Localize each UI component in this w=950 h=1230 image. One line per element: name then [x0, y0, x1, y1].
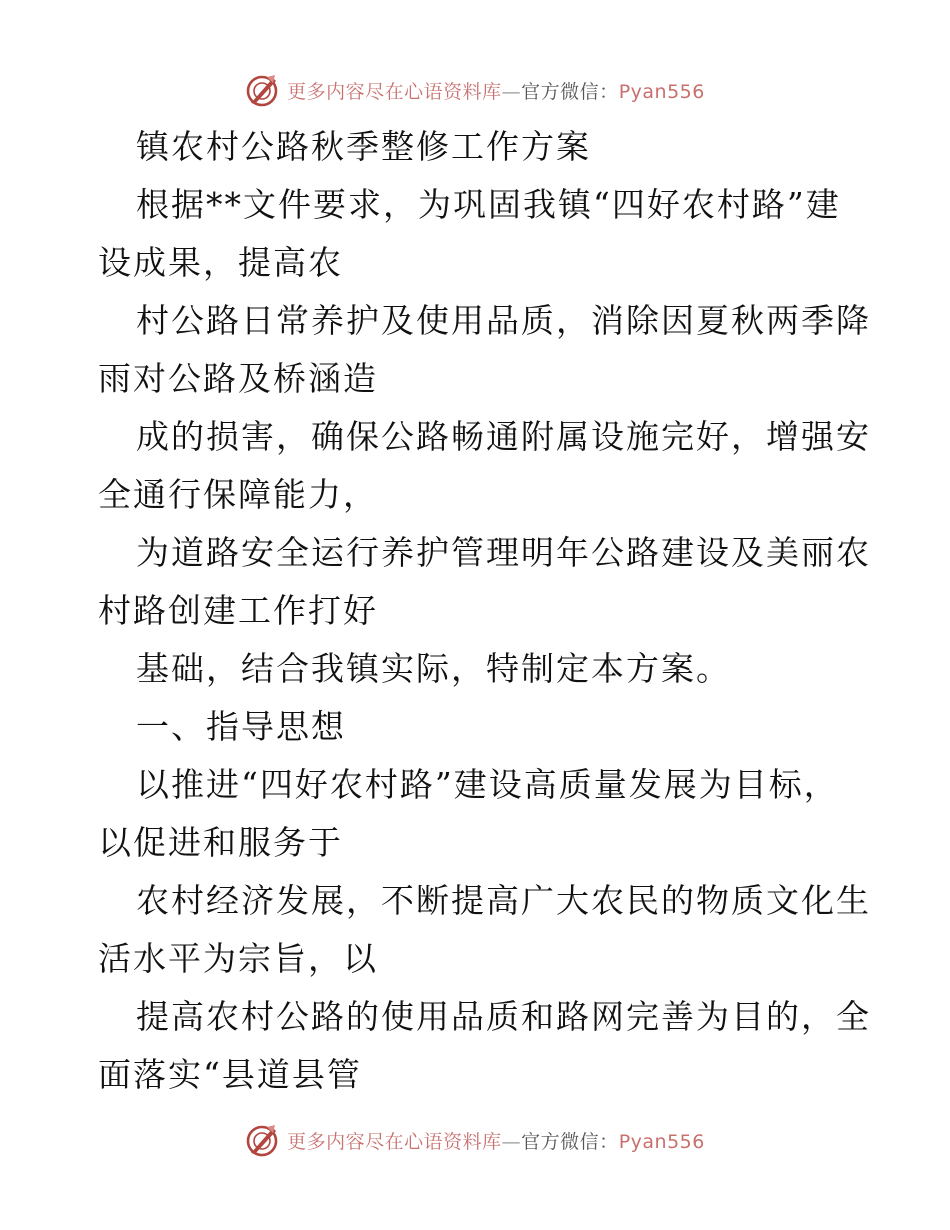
- quill-seal-logo-icon: [245, 1123, 279, 1157]
- paragraph-line: 以促进和服务于: [98, 823, 343, 862]
- section-heading: 一、指导思想: [136, 707, 346, 746]
- paragraph-line: 农村经济发展，不断提高广大农民的物质文化生: [136, 881, 871, 920]
- paragraph-line: 村公路日常养护及使用品质，消除因夏秋两季降: [136, 301, 871, 340]
- paragraph-line: 全通行保障能力，: [98, 475, 378, 514]
- paragraph-line: 雨对公路及桥涵造: [98, 359, 378, 398]
- document-body: [98, 118, 871, 1104]
- banner-site-text: 更多内容尽在心语资料库: [287, 1130, 502, 1153]
- footer-banner: [0, 1120, 950, 1160]
- paragraph-line: 活水平为宗旨，以: [98, 939, 378, 978]
- banner-wechat-id: Pyan556: [618, 1130, 705, 1153]
- paragraph-line: 村路创建工作打好: [98, 591, 378, 630]
- paragraph-line: 成的损害，确保公路畅通附属设施完好，增强安: [136, 417, 871, 456]
- quill-seal-logo-icon: [245, 73, 279, 107]
- banner-dash: —: [501, 80, 522, 103]
- document-title: 镇农村公路秋季整修工作方案: [136, 127, 591, 166]
- paragraph-line: 以推进“四好农村路”建设高质量发展为目标，: [136, 765, 839, 804]
- paragraph-line: 设成果，提高农: [98, 243, 343, 282]
- header-banner: [0, 70, 950, 110]
- banner-official-text: 官方微信：: [521, 80, 619, 103]
- banner-site-text: 更多内容尽在心语资料库: [287, 80, 502, 103]
- banner-text: [287, 77, 705, 104]
- banner-official-text: 官方微信：: [521, 1130, 619, 1153]
- banner-dash: —: [501, 1130, 522, 1153]
- paragraph-line: 面落实“县道县管: [98, 1055, 362, 1094]
- paragraph-line: 根据**文件要求，为巩固我镇“四好农村路”建: [136, 185, 841, 224]
- banner-wechat-id: Pyan556: [618, 80, 705, 103]
- paragraph-line: 基础，结合我镇实际，特制定本方案。: [136, 649, 731, 688]
- paragraph-line: 为道路安全运行养护管理明年公路建设及美丽农: [136, 533, 871, 572]
- banner-text: [287, 1127, 705, 1154]
- paragraph-line: 提高农村公路的使用品质和路网完善为目的，全: [136, 997, 871, 1036]
